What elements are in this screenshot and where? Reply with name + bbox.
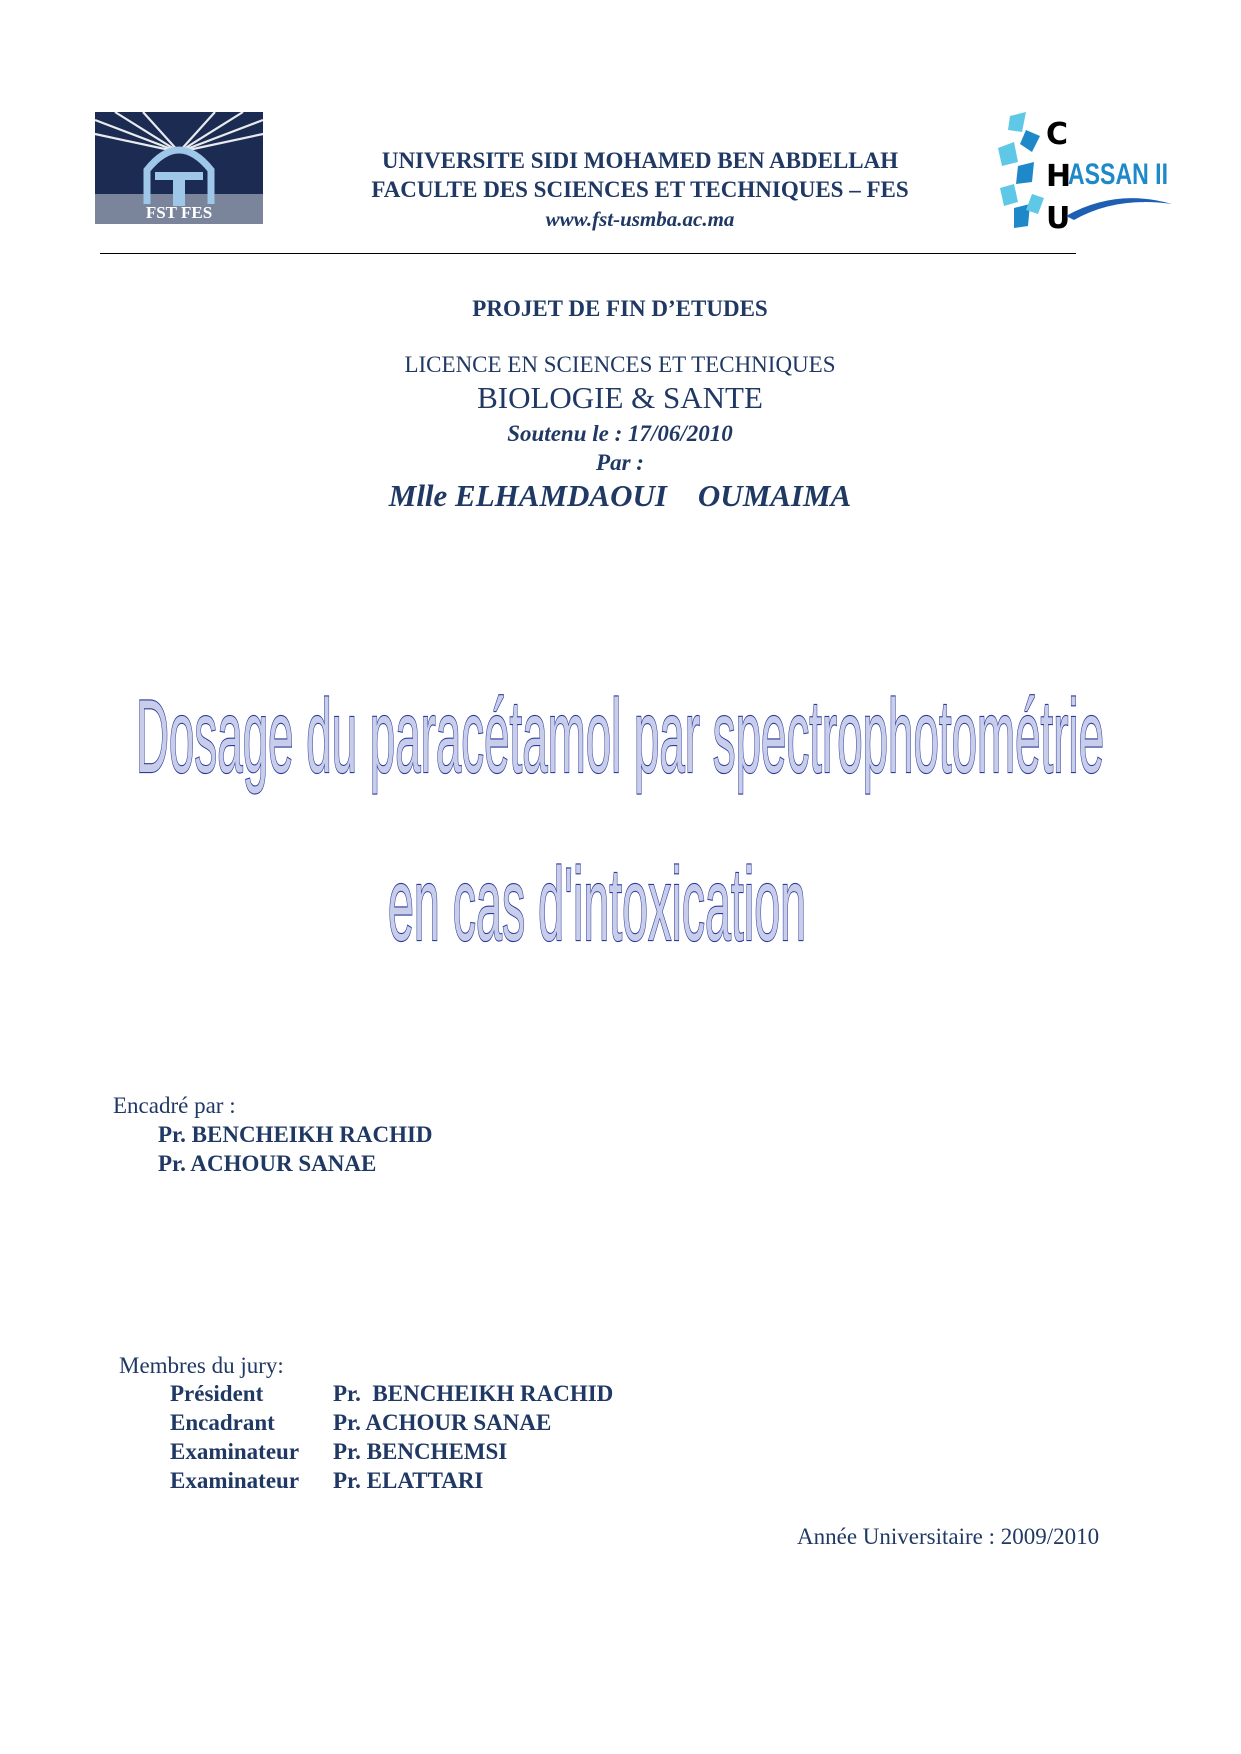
jury-name: Pr. ACHOUR SANAE bbox=[333, 1410, 552, 1435]
jury-member-row bbox=[170, 1468, 483, 1497]
supervisor-name: Pr. BENCHEIKH RACHID bbox=[158, 1122, 433, 1147]
speciality: BIOLOGIE & SANTE bbox=[477, 380, 763, 415]
by-label: Par : bbox=[596, 450, 644, 475]
jury-role: Encadrant bbox=[170, 1410, 275, 1435]
jury-role: Examinateur bbox=[170, 1468, 300, 1493]
header-divider bbox=[100, 253, 1076, 254]
jury-name: Pr. BENCHEMSI bbox=[333, 1439, 508, 1464]
thesis-title-line-2: en cas d'intoxication bbox=[388, 847, 806, 963]
chu-logo-text: ASSAN II bbox=[1068, 158, 1168, 191]
academic-year: Année Universitaire : 2009/2010 bbox=[797, 1524, 1100, 1549]
supervisor-name: Pr. ACHOUR SANAE bbox=[158, 1151, 377, 1176]
fst-logo-text: FST FES bbox=[145, 203, 213, 222]
jury-member-row bbox=[170, 1410, 551, 1439]
chu-letter-u: U bbox=[1046, 201, 1071, 236]
jury-label: Membres du jury: bbox=[119, 1353, 284, 1378]
jury-role: Président bbox=[170, 1381, 264, 1406]
chu-hassan-logo bbox=[996, 108, 1174, 238]
jury-member-row bbox=[170, 1439, 507, 1468]
project-type: PROJET DE FIN D’ETUDES bbox=[472, 296, 768, 321]
jury-name: Pr. ELATTARI bbox=[333, 1468, 484, 1493]
jury-role: Examinateur bbox=[170, 1439, 300, 1464]
degree-name: LICENCE EN SCIENCES ET TECHNIQUES bbox=[404, 352, 836, 377]
university-name: UNIVERSITE SIDI MOHAMED BEN ABDELLAH bbox=[381, 148, 899, 173]
supervision-label: Encadré par : bbox=[113, 1093, 236, 1118]
thesis-title-line-1: Dosage du paracétamol par spectrophotométrie bbox=[136, 679, 1104, 795]
chu-letter-c: C bbox=[1046, 117, 1069, 152]
chu-letter-h: H bbox=[1046, 159, 1072, 194]
faculty-name: FACULTE DES SCIENCES ET TECHNIQUES – FES bbox=[371, 177, 909, 202]
faculty-website: www.fst-usmba.ac.ma bbox=[545, 207, 735, 231]
fst-fes-logo bbox=[95, 112, 263, 224]
thesis-title bbox=[0, 640, 1241, 970]
author-name: Mlle ELHAMDAOUI OUMAIMA bbox=[388, 478, 852, 513]
jury-member-row bbox=[170, 1381, 613, 1410]
jury-name: Pr. BENCHEIKH RACHID bbox=[333, 1381, 614, 1406]
defense-date: Soutenu le : 17/06/2010 bbox=[507, 421, 733, 446]
